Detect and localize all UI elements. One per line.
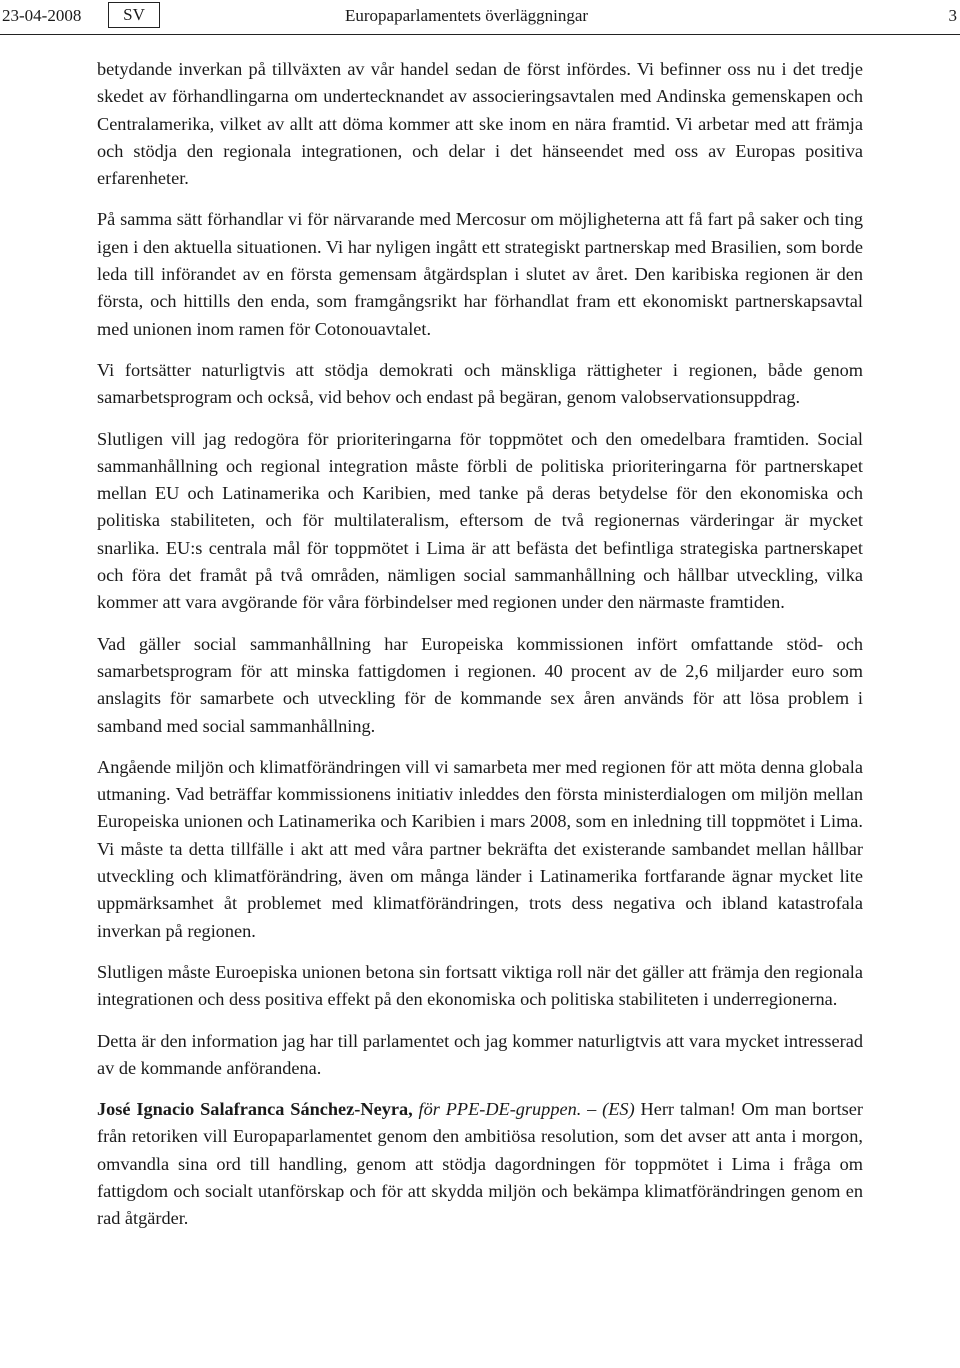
page-header	[0, 0, 960, 35]
speaker-paragraph	[97, 1096, 863, 1232]
paragraph: På samma sätt förhandlar vi för närvarande med Mercosur om möjligheterna att få fart på saker och ting igen i den aktuella situationen. Vi har nyligen ingått ett strategiskt partnerskap med Brasilien, som borde leda till införandet av en första gemensam åtgärdsplan i slutet av året. Den karibiska regionen är den första, och hittills den enda, som framgångsrikt har förhandlat fram ett ekonomiskt partnerskapsavtal med unionen inom ramen för Cotonouavtalet.	[97, 209, 863, 339]
paragraph: Slutligen vill jag redogöra för prioriteringarna för toppmötet och den omedelbara framtiden. Social sammanhållning och regional integration måste förbli de politiska prioriteringarna för partnerskapet mellan EU och Latinamerika och Karibien, med tanke på deras betydelse för den ekonomiska och politiska stabiliteten, och för multilateralism, eftersom de två regionernas värderingar är mycket snarlika. EU:s centrala mål för toppmötet i Lima är att befästa det befintliga strategiska partnerskapet och föra det framåt på två områden, nämligen social sammanhållning och hållbar utveckling, vilka kommer att vara avgörande för våra förbindelser med regionen under den närmaste framtiden.	[97, 428, 863, 613]
paragraph: Vad gäller social sammanhållning har Europeiska kommissionen infört omfattande stöd- och samarbetsprogram för att minska fattigdomen i regionen. 40 procent av de 2,6 miljarder euro som anslagits för samarbete och utveckling för de kommande sex åren används för att lösa problem i samband med social sammanhållning.	[97, 633, 863, 736]
document-title: Europaparlamentets överläggningar	[345, 6, 589, 25]
header-date: 23-04-2008	[2, 6, 82, 25]
paragraph: Angående miljön och klimatförändringen vill vi samarbeta mer med regionen för att möta denna globala utmaning. Vad beträffar kommissionens initiativ inleddes den första ministerdialogen om miljön mellan Europeiska unionen och Latinamerika och Karibien i mars 2008, som en inledning till toppmötet i Lima. Vi måste ta detta tillfälle i akt att med våra partner bekräfta det existerande sambandet mellan hållbar utveckling och klimatförändring, även om många länder i Latinamerika fortfarande ägnar mycket lite uppmärksamhet åt problemet med klimatförändringen, trots dess negativa och ibland katastrofala inverkan på regionen.	[97, 756, 863, 941]
speaker-dash: –	[587, 1099, 597, 1120]
speaker-language: (ES)	[602, 1099, 635, 1120]
paragraph: Slutligen måste Euroepiska unionen betona sin fortsatt viktiga roll när det gäller att främja den regionala integrationen och dess positiva effekt på den ekonomiska och politiska stabiliteten i underregionerna.	[97, 961, 863, 1010]
paragraph: Detta är den information jag har till parlamentet och jag kommer naturligtvis att vara mycket intresserad av de kommande anförandena.	[97, 1030, 863, 1078]
speaker-text: Herr talman! Om man bortser från retoriken vill Europaparlamentet genom den ambitiösa resolution, som det avser att anta i morgon, omvandla sina ord till handling, genom att stödja dagordningen för toppmötet i Lima i fråga om fattigdom och socialt utanförskap och för att skydda miljön och bekämpa klimatförändringen genom en rad åtgärder.	[97, 1099, 863, 1229]
speaker-name: José Ignacio Salafranca Sánchez-Neyra,	[97, 1099, 413, 1120]
language-badge: SV	[108, 2, 160, 28]
paragraph: Vi fortsätter naturligtvis att stödja demokrati och mänskliga rättigheter i regionen, både genom samarbetsprogram och också, vid behov och endast på begäran, genom valobservationsuppdrag.	[97, 359, 863, 408]
page-number: 3	[948, 6, 957, 25]
document-body	[97, 56, 863, 1247]
paragraph: betydande inverkan på tillväxten av vår handel sedan de först infördes. Vi befinner oss nu i det tredje skedet av förhandlingarna om undertecknandet av associeringsavtalen med Andinska gemenskapen och Centralamerika, vilket av allt att döma kommer att ske inom en nära framtid. Vi arbetar med att främja och stödja den regionala integrationen, och delar i det hänseendet med oss av Europas positiva erfarenheter.	[97, 59, 863, 189]
speaker-group: för PPE-DE-gruppen.	[418, 1099, 582, 1120]
